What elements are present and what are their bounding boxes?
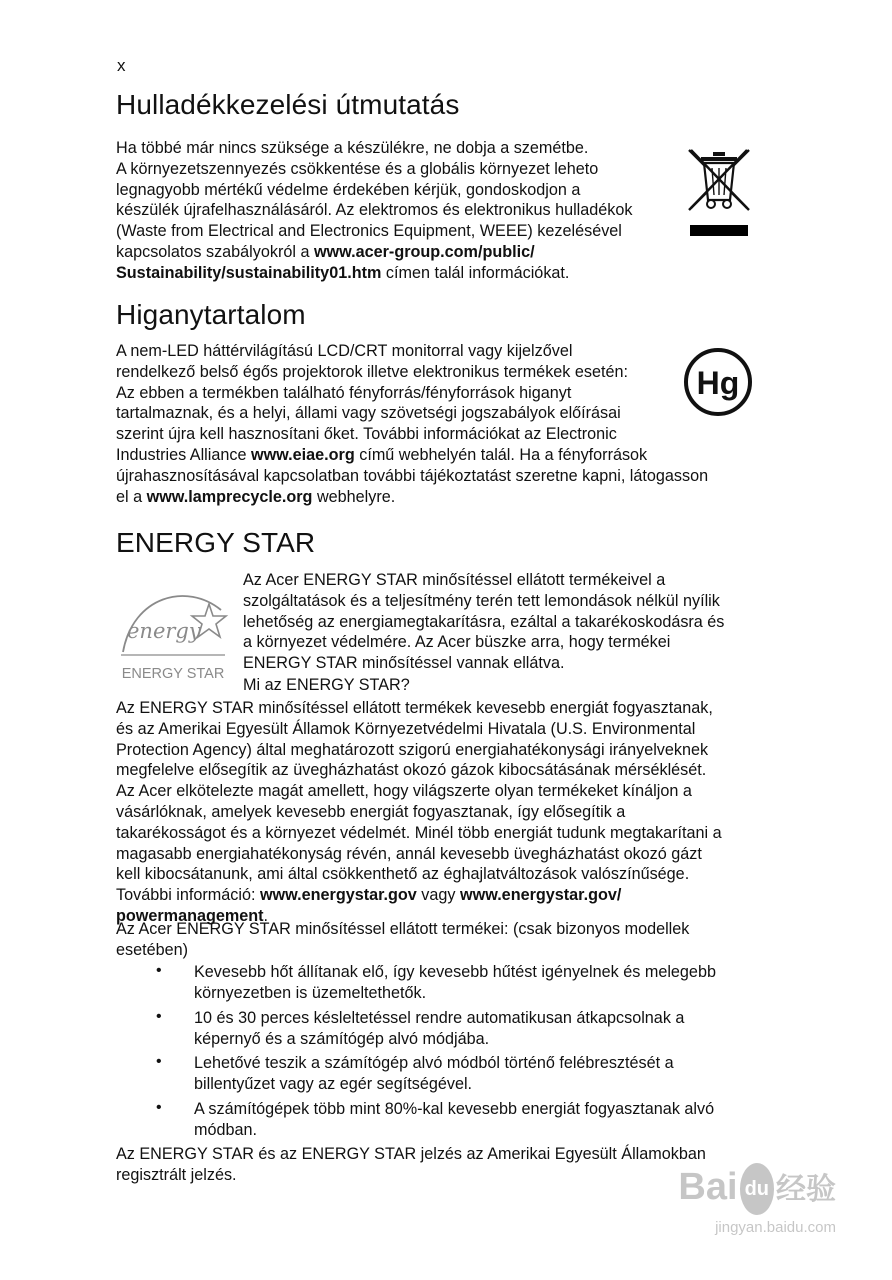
waste-heading: Hulladékkezelési útmutatás	[116, 89, 460, 120]
text-line: 10 és 30 perces késleltetéssel rendre automatikusan átkapcsolnak a	[194, 1009, 685, 1027]
bullet-item	[194, 962, 764, 1004]
bullet-icon: •	[156, 962, 162, 979]
text-line: Az Acer elkötelezte magát amellett, hogy világszerte olyan termékeket kínáljon a	[116, 782, 692, 801]
energy-body-paragraph	[116, 698, 722, 927]
text-line: szolgáltatások és a teljesítmény terén tett lemondások nélkül nyílik	[243, 591, 720, 610]
energy-intro-paragraph	[243, 570, 724, 674]
text-span: .	[263, 906, 269, 925]
text-line: A nem-LED háttérvilágítású LCD/CRT monitorral vagy kijelzővel	[116, 342, 573, 360]
text-line	[116, 445, 708, 466]
mercury-hg-icon	[683, 347, 753, 417]
waste-paragraph	[116, 138, 632, 284]
energy-star-logo	[117, 586, 229, 684]
mercury-heading: Higanytartalom	[116, 299, 306, 330]
text-line: A számítógépek több mint 80%-kal kevesebb energiát fogyasztanak alvó	[194, 1100, 715, 1118]
baidu-watermark	[678, 1163, 836, 1236]
text-line: (Waste from Electrical and Electronics Equipment, WEEE) kezelésével	[116, 222, 622, 241]
text-line: Az Acer ENERGY STAR minősítéssel ellátott termékeivel a	[243, 571, 666, 589]
baidu-url: jingyan.baidu.com	[715, 1219, 836, 1236]
bullet-item	[194, 1053, 764, 1095]
text-span: vagy	[416, 886, 461, 905]
text-line: Ha többé már nincs szüksége a készülékre, ne dobja a szemétbe.	[116, 139, 589, 157]
bullet-icon: •	[156, 1008, 162, 1025]
bullet-icon: •	[156, 1099, 162, 1116]
text-line: és az Amerikai Egyesült Államok Környezetvédelmi Hivatala (U.S. Environmental	[116, 719, 696, 738]
text-span: című webhelyén talál. Ha a fényforrások	[354, 445, 648, 464]
energy-trademark-paragraph	[116, 1144, 706, 1186]
text-line: rendelkező belső égős projektorok illetve elektronikus termékek esetén:	[116, 362, 628, 381]
text-line: környezetben is üzemeltethetők.	[194, 983, 427, 1002]
weee-bin-icon	[686, 148, 752, 238]
energy-script-text: energy	[127, 619, 201, 643]
bullet-item	[194, 1008, 764, 1050]
energy-question: Mi az ENERGY STAR?	[243, 676, 410, 694]
text-line: a környezet védelmére. Az Acer büszke arra, hogy termékei	[243, 633, 671, 652]
text-line	[116, 263, 632, 284]
text-line: takarékosságot és a környezet védelmét. Minél több energiát tudunk megtakarítani a	[116, 823, 722, 842]
baidu-brand	[678, 1163, 836, 1215]
baidu-brand-cn: 经验	[776, 1172, 836, 1208]
text-line: magasabb energiahatékonyság révén, annál kevesebb üvegházhatást okozó gázt	[116, 844, 702, 863]
acer-url-part2: Sustainability/sustainability01.htm	[116, 263, 382, 282]
text-line: Az ENERGY STAR és az ENERGY STAR jelzés az Amerikai Egyesült Államokban	[116, 1145, 706, 1163]
text-line: regisztrált jelzés.	[116, 1165, 237, 1184]
text-line: legnagyobb mértékű védelme érdekében kérjük, gondoskodjon a	[116, 180, 581, 199]
text-line: Az Acer ENERGY STAR minősítéssel ellátott termékei: (csak bizonyos modellek	[116, 920, 690, 938]
mercury-paragraph	[116, 341, 708, 507]
text-line: vásárlóknak, amelyek kevesebb energiát fogyasztanak, így elősegítik a	[116, 802, 626, 821]
bullet-item	[194, 1099, 764, 1141]
text-span: kapcsolatos szabályokról a	[116, 242, 314, 261]
eiae-url: www.eiae.org	[250, 445, 355, 464]
energystar-pm-url-part2: powermanagement	[116, 906, 264, 925]
hg-symbol-text: Hg	[696, 365, 740, 401]
text-line: újrahasznosításával kapcsolatban további tájékoztatást szeretne kapni, látogasson	[116, 466, 709, 485]
text-line: esetében)	[116, 940, 188, 959]
energy-heading: ENERGY STAR	[116, 527, 316, 558]
text-line: A környezetszennyezés csökkentése és a globális környezet leheto	[116, 159, 599, 178]
text-line: kell kibocsátanunk, ami által csökkenthető az éghajlatváltozások valószínűsége.	[116, 865, 690, 884]
text-line: tartalmaznak, és a helyi, állami vagy szövetségi jogszabályok előírásai	[116, 404, 621, 423]
energystar-pm-url-part1: www.energystar.gov/	[460, 886, 622, 905]
text-line: képernyő és a számítógép alvó módjába.	[194, 1029, 490, 1048]
acer-url-part1: www.acer-group.com/public/	[313, 242, 535, 261]
text-span: Industries Alliance	[116, 445, 251, 464]
text-span: További információ:	[116, 886, 260, 905]
text-line	[116, 242, 632, 263]
energy-logo-label: ENERGY STAR	[121, 666, 225, 682]
text-line: módban.	[194, 1120, 257, 1139]
text-line: Az ebben a termékben található fényforrás/fényforrások higanyt	[116, 383, 572, 402]
text-line: lehetőség az energiamegtakarításra, ezáltal a takarékoskodásra és	[243, 612, 725, 631]
baidu-paw-icon: du	[740, 1163, 774, 1215]
lamprecycle-url: www.lamprecycle.org	[146, 487, 313, 506]
text-line: szerint újra kell hasznosítani őket. További információkat az Electronic	[116, 425, 617, 444]
text-span: el a	[116, 487, 147, 506]
text-line: ENERGY STAR minősítéssel vannak ellátva.	[243, 654, 565, 673]
page-number: x	[117, 56, 126, 75]
text-line	[116, 885, 722, 906]
energystar-url: www.energystar.gov	[259, 886, 417, 905]
text-span: címen talál információkat.	[381, 263, 570, 282]
energy-products-paragraph	[116, 919, 689, 961]
bullet-icon: •	[156, 1053, 162, 1070]
text-line: billentyűzet vagy az egér segítségével.	[194, 1074, 473, 1093]
text-line: Protection Agency) által meghatározott szigorú energiahatékonysági irányelveknek	[116, 740, 709, 759]
text-line: készülék újrafelhasználásáról. Az elektromos és elektronikus hulladékok	[116, 201, 633, 220]
text-line: Lehetővé teszik a számítógép alvó módból történő felébresztését a	[194, 1054, 674, 1072]
text-span: webhelyre.	[312, 487, 396, 506]
baidu-brand-left: Bai	[678, 1166, 738, 1209]
text-line	[116, 487, 708, 508]
text-line: Az ENERGY STAR minősítéssel ellátott termékek kevesebb energiát fogyasztanak,	[116, 699, 713, 717]
text-line: megfelelve elősegítik az üvegházhatást okozó gázok kibocsátásának mérséklését.	[116, 761, 707, 780]
text-line: Kevesebb hőt állítanak elő, így kevesebb hűtést igényelnek és melegebb	[194, 963, 716, 981]
